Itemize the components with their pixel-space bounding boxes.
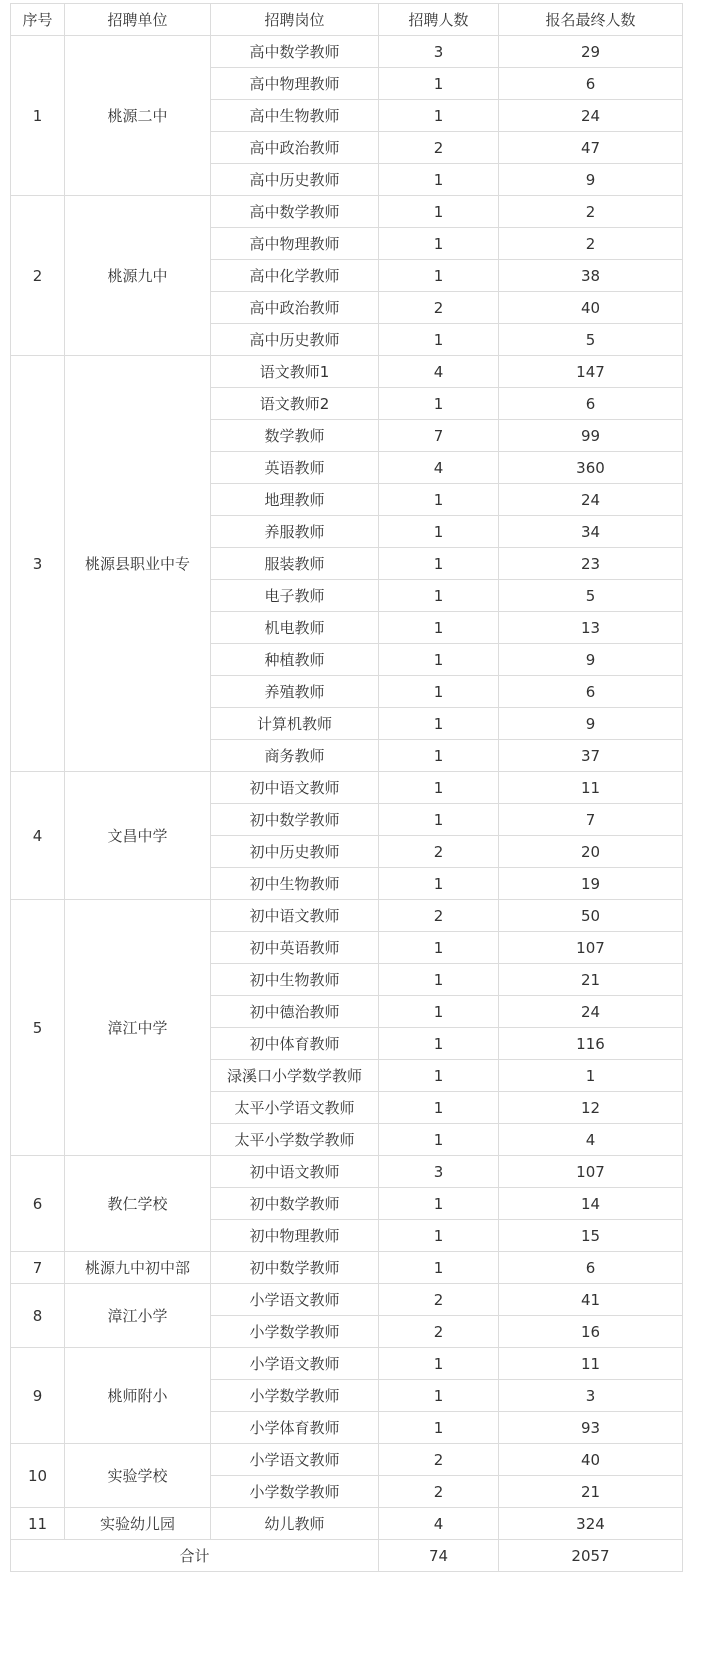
cell-quota: 2 (379, 1444, 499, 1476)
cell-position: 初中德治教师 (211, 996, 379, 1028)
table-row (11, 1444, 683, 1476)
cell-quota: 1 (379, 516, 499, 548)
cell-quota: 1 (379, 676, 499, 708)
cell-position: 高中化学教师 (211, 260, 379, 292)
cell-quota: 1 (379, 1028, 499, 1060)
cell-applicants: 15 (499, 1220, 683, 1252)
cell-applicants: 2 (499, 196, 683, 228)
table-row (11, 36, 683, 68)
cell-unit: 漳江小学 (65, 1284, 211, 1348)
cell-position: 养殖教师 (211, 676, 379, 708)
cell-quota: 1 (379, 1412, 499, 1444)
cell-quota: 1 (379, 1092, 499, 1124)
cell-quota: 1 (379, 996, 499, 1028)
cell-unit: 实验幼儿园 (65, 1508, 211, 1540)
cell-no: 6 (11, 1156, 65, 1252)
cell-position: 太平小学语文教师 (211, 1092, 379, 1124)
cell-position: 渌溪口小学数学教师 (211, 1060, 379, 1092)
cell-no: 3 (11, 356, 65, 772)
cell-position: 机电教师 (211, 612, 379, 644)
cell-position: 高中物理教师 (211, 228, 379, 260)
header-position: 招聘岗位 (211, 4, 379, 36)
cell-applicants: 23 (499, 548, 683, 580)
cell-quota: 1 (379, 548, 499, 580)
cell-position: 数学教师 (211, 420, 379, 452)
cell-applicants: 147 (499, 356, 683, 388)
cell-position: 养服教师 (211, 516, 379, 548)
cell-applicants: 40 (499, 292, 683, 324)
cell-position: 初中语文教师 (211, 900, 379, 932)
recruitment-table-container (10, 3, 683, 1572)
cell-quota: 1 (379, 1060, 499, 1092)
cell-quota: 1 (379, 1348, 499, 1380)
cell-no: 2 (11, 196, 65, 356)
cell-quota: 1 (379, 740, 499, 772)
recruitment-table (10, 3, 683, 1572)
table-row (11, 1252, 683, 1284)
cell-unit: 文昌中学 (65, 772, 211, 900)
cell-applicants: 5 (499, 324, 683, 356)
cell-position: 高中政治教师 (211, 132, 379, 164)
cell-position: 小学数学教师 (211, 1380, 379, 1412)
cell-position: 初中数学教师 (211, 1188, 379, 1220)
cell-applicants: 21 (499, 964, 683, 996)
cell-position: 种植教师 (211, 644, 379, 676)
cell-applicants: 29 (499, 36, 683, 68)
cell-applicants: 37 (499, 740, 683, 772)
cell-position: 初中生物教师 (211, 868, 379, 900)
cell-unit: 桃源九中 (65, 196, 211, 356)
cell-position: 小学数学教师 (211, 1316, 379, 1348)
cell-position: 高中数学教师 (211, 196, 379, 228)
cell-applicants: 7 (499, 804, 683, 836)
table-row (11, 1156, 683, 1188)
cell-applicants: 3 (499, 1380, 683, 1412)
cell-position: 英语教师 (211, 452, 379, 484)
cell-quota: 1 (379, 1380, 499, 1412)
cell-applicants: 2 (499, 228, 683, 260)
cell-no: 11 (11, 1508, 65, 1540)
cell-applicants: 107 (499, 1156, 683, 1188)
cell-unit: 桃源九中初中部 (65, 1252, 211, 1284)
cell-position: 初中数学教师 (211, 804, 379, 836)
cell-applicants: 19 (499, 868, 683, 900)
cell-quota: 1 (379, 324, 499, 356)
cell-position: 计算机教师 (211, 708, 379, 740)
cell-position: 高中历史教师 (211, 324, 379, 356)
cell-quota: 1 (379, 868, 499, 900)
cell-position: 初中语文教师 (211, 772, 379, 804)
cell-applicants: 11 (499, 772, 683, 804)
cell-unit: 实验学校 (65, 1444, 211, 1508)
cell-quota: 3 (379, 36, 499, 68)
header-row (11, 4, 683, 36)
total-applicants: 2057 (499, 1540, 683, 1572)
table-row (11, 772, 683, 804)
cell-position: 太平小学数学教师 (211, 1124, 379, 1156)
cell-position: 初中语文教师 (211, 1156, 379, 1188)
cell-position: 小学语文教师 (211, 1348, 379, 1380)
cell-position: 高中物理教师 (211, 68, 379, 100)
cell-quota: 7 (379, 420, 499, 452)
cell-quota: 4 (379, 452, 499, 484)
cell-applicants: 93 (499, 1412, 683, 1444)
cell-position: 地理教师 (211, 484, 379, 516)
cell-quota: 1 (379, 612, 499, 644)
cell-applicants: 99 (499, 420, 683, 452)
cell-applicants: 9 (499, 644, 683, 676)
cell-applicants: 11 (499, 1348, 683, 1380)
cell-position: 小学语文教师 (211, 1284, 379, 1316)
cell-position: 高中政治教师 (211, 292, 379, 324)
header-applicants: 报名最终人数 (499, 4, 683, 36)
cell-quota: 1 (379, 260, 499, 292)
cell-applicants: 13 (499, 612, 683, 644)
cell-position: 初中物理教师 (211, 1220, 379, 1252)
cell-applicants: 4 (499, 1124, 683, 1156)
cell-quota: 1 (379, 772, 499, 804)
cell-quota: 1 (379, 68, 499, 100)
cell-unit: 教仁学校 (65, 1156, 211, 1252)
cell-applicants: 34 (499, 516, 683, 548)
cell-quota: 1 (379, 964, 499, 996)
cell-no: 10 (11, 1444, 65, 1508)
cell-quota: 2 (379, 1284, 499, 1316)
cell-position: 高中生物教师 (211, 100, 379, 132)
cell-no: 7 (11, 1252, 65, 1284)
cell-quota: 2 (379, 292, 499, 324)
cell-quota: 1 (379, 804, 499, 836)
cell-position: 服装教师 (211, 548, 379, 580)
cell-applicants: 1 (499, 1060, 683, 1092)
table-row (11, 1348, 683, 1380)
cell-applicants: 24 (499, 484, 683, 516)
cell-quota: 2 (379, 836, 499, 868)
cell-quota: 4 (379, 1508, 499, 1540)
cell-quota: 1 (379, 1220, 499, 1252)
cell-position: 小学数学教师 (211, 1476, 379, 1508)
cell-unit: 漳江中学 (65, 900, 211, 1156)
cell-quota: 1 (379, 1252, 499, 1284)
cell-quota: 2 (379, 900, 499, 932)
cell-applicants: 9 (499, 164, 683, 196)
cell-applicants: 21 (499, 1476, 683, 1508)
header-no: 序号 (11, 4, 65, 36)
cell-applicants: 6 (499, 68, 683, 100)
cell-applicants: 9 (499, 708, 683, 740)
cell-applicants: 24 (499, 996, 683, 1028)
cell-quota: 4 (379, 356, 499, 388)
cell-position: 小学语文教师 (211, 1444, 379, 1476)
cell-unit: 桃源二中 (65, 36, 211, 196)
cell-quota: 1 (379, 164, 499, 196)
cell-quota: 1 (379, 932, 499, 964)
cell-quota: 1 (379, 1188, 499, 1220)
total-label: 合计 (11, 1540, 379, 1572)
cell-unit: 桃师附小 (65, 1348, 211, 1444)
cell-quota: 2 (379, 132, 499, 164)
table-row (11, 196, 683, 228)
cell-applicants: 38 (499, 260, 683, 292)
cell-applicants: 360 (499, 452, 683, 484)
table-row (11, 900, 683, 932)
cell-quota: 1 (379, 580, 499, 612)
cell-no: 1 (11, 36, 65, 196)
table-row (11, 1284, 683, 1316)
cell-position: 初中体育教师 (211, 1028, 379, 1060)
header-unit: 招聘单位 (65, 4, 211, 36)
cell-position: 初中英语教师 (211, 932, 379, 964)
cell-position: 高中数学教师 (211, 36, 379, 68)
cell-applicants: 40 (499, 1444, 683, 1476)
cell-applicants: 6 (499, 388, 683, 420)
cell-applicants: 5 (499, 580, 683, 612)
cell-quota: 2 (379, 1316, 499, 1348)
cell-applicants: 41 (499, 1284, 683, 1316)
cell-position: 商务教师 (211, 740, 379, 772)
cell-position: 电子教师 (211, 580, 379, 612)
cell-position: 初中历史教师 (211, 836, 379, 868)
cell-position: 语文教师1 (211, 356, 379, 388)
cell-no: 5 (11, 900, 65, 1156)
cell-position: 小学体育教师 (211, 1412, 379, 1444)
cell-no: 9 (11, 1348, 65, 1444)
cell-quota: 1 (379, 644, 499, 676)
cell-quota: 1 (379, 196, 499, 228)
table-body (11, 36, 683, 1540)
cell-applicants: 20 (499, 836, 683, 868)
cell-position: 高中历史教师 (211, 164, 379, 196)
cell-quota: 3 (379, 1156, 499, 1188)
cell-quota: 1 (379, 100, 499, 132)
cell-quota: 1 (379, 1124, 499, 1156)
cell-quota: 2 (379, 1476, 499, 1508)
table-row (11, 356, 683, 388)
cell-quota: 1 (379, 388, 499, 420)
cell-applicants: 107 (499, 932, 683, 964)
cell-position: 初中生物教师 (211, 964, 379, 996)
cell-applicants: 24 (499, 100, 683, 132)
cell-no: 8 (11, 1284, 65, 1348)
cell-applicants: 14 (499, 1188, 683, 1220)
cell-applicants: 6 (499, 676, 683, 708)
cell-position: 语文教师2 (211, 388, 379, 420)
cell-applicants: 50 (499, 900, 683, 932)
cell-position: 幼儿教师 (211, 1508, 379, 1540)
cell-quota: 1 (379, 228, 499, 260)
total-quota: 74 (379, 1540, 499, 1572)
cell-no: 4 (11, 772, 65, 900)
header-quota: 招聘人数 (379, 4, 499, 36)
cell-applicants: 324 (499, 1508, 683, 1540)
cell-applicants: 47 (499, 132, 683, 164)
cell-unit: 桃源县职业中专 (65, 356, 211, 772)
cell-applicants: 116 (499, 1028, 683, 1060)
total-row (11, 1540, 683, 1572)
cell-quota: 1 (379, 484, 499, 516)
cell-applicants: 6 (499, 1252, 683, 1284)
table-row (11, 1508, 683, 1540)
cell-applicants: 12 (499, 1092, 683, 1124)
cell-applicants: 16 (499, 1316, 683, 1348)
cell-position: 初中数学教师 (211, 1252, 379, 1284)
cell-quota: 1 (379, 708, 499, 740)
